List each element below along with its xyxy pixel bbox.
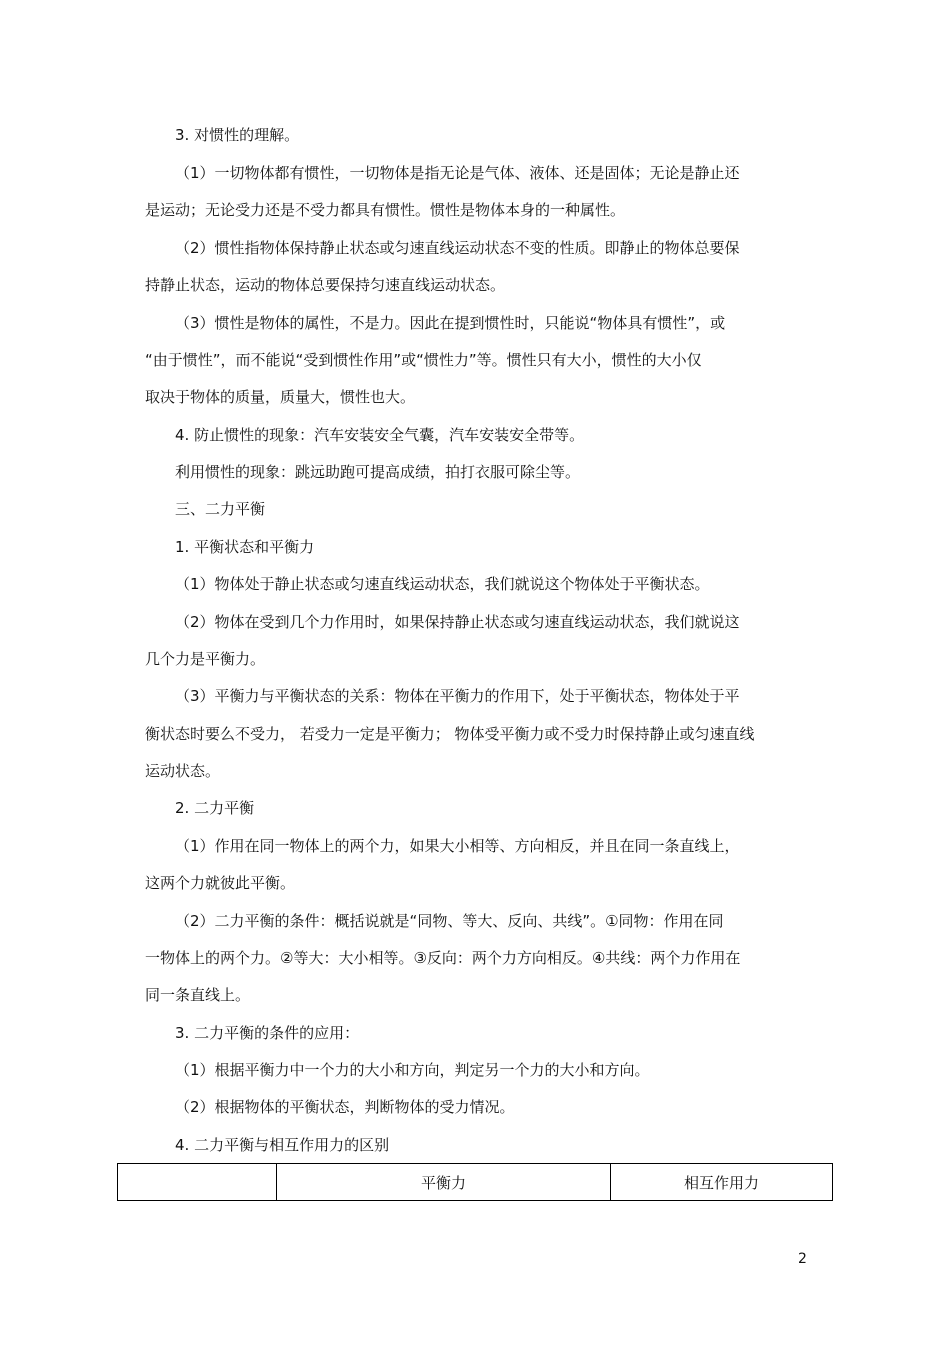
paragraph-line: 衡状态时要么不受力， 若受力一定是平衡力； 物体受平衡力或不受力时保持静止或匀速直线 bbox=[145, 725, 755, 743]
paragraph-line: 一物体上的两个力。②等大：大小相等。③反向：两个力方向相反。④共线：两个力作用在 bbox=[145, 949, 741, 967]
paragraph-line: 同一条直线上。 bbox=[145, 986, 251, 1004]
section-heading-balance: 三、二力平衡 bbox=[175, 500, 266, 518]
comparison-table bbox=[117, 1163, 833, 1201]
paragraph-line: （1）一切物体都有惯性，一切物体是指无论是气体、液体、还是固体；无论是静止还 bbox=[175, 164, 740, 182]
table-header-balanced-force: 平衡力 bbox=[277, 1164, 611, 1201]
paragraph-line: （3）惯性是物体的属性，不是力。因此在提到惯性时，只能说“物体具有惯性”，或 bbox=[175, 314, 726, 332]
paragraph-line: （3）平衡力与平衡状态的关系：物体在平衡力的作用下，处于平衡状态，物体处于平 bbox=[175, 687, 740, 705]
paragraph-line: （2）物体在受到几个力作用时，如果保持静止状态或匀速直线运动状态，我们就说这 bbox=[175, 613, 740, 631]
heading-prevent-inertia: 4. 防止惯性的现象：汽车安装安全气囊，汽车安装安全带等。 bbox=[175, 426, 585, 444]
paragraph-line: 取决于物体的质量，质量大，惯性也大。 bbox=[145, 388, 416, 406]
heading-inertia-understanding: 3. 对惯性的理解。 bbox=[175, 126, 300, 144]
subheading-difference: 4. 二力平衡与相互作用力的区别 bbox=[175, 1136, 390, 1154]
paragraph-line: （1）作用在同一物体上的两个力，如果大小相等、方向相反，并且在同一条直线上， bbox=[175, 837, 740, 855]
paragraph-line: （2）根据物体的平衡状态，判断物体的受力情况。 bbox=[175, 1098, 515, 1116]
table-header-interaction-force: 相互作用力 bbox=[611, 1164, 833, 1201]
paragraph-line: “由于惯性”，而不能说“受到惯性作用”或“惯性力”等。惯性只有大小，惯性的大小仅 bbox=[145, 351, 702, 369]
subheading-two-force-balance: 2. 二力平衡 bbox=[175, 799, 255, 817]
table-header-empty bbox=[118, 1164, 277, 1201]
page-number: 2 bbox=[798, 1251, 807, 1267]
paragraph-line: （2）惯性指物体保持静止状态或匀速直线运动状态不变的性质。即静止的物体总要保 bbox=[175, 239, 740, 257]
paragraph-line: 利用惯性的现象：跳远助跑可提高成绩，拍打衣服可除尘等。 bbox=[175, 463, 581, 481]
paragraph-line: 是运动；无论受力还是不受力都具有惯性。惯性是物体本身的一种属性。 bbox=[145, 201, 626, 219]
paragraph-line: 这两个力就彼此平衡。 bbox=[145, 874, 296, 892]
subheading-balance-state: 1. 平衡状态和平衡力 bbox=[175, 538, 315, 556]
paragraph-line: （2）二力平衡的条件：概括说就是“同物、等大、反向、共线”。①同物：作用在同 bbox=[175, 912, 724, 930]
paragraph-line: 运动状态。 bbox=[145, 762, 221, 780]
table-header-row bbox=[118, 1164, 833, 1201]
subheading-application: 3. 二力平衡的条件的应用： bbox=[175, 1024, 360, 1042]
paragraph-line: （1）物体处于静止状态或匀速直线运动状态，我们就说这个物体处于平衡状态。 bbox=[175, 575, 710, 593]
paragraph-line: （1）根据平衡力中一个力的大小和方向，判定另一个力的大小和方向。 bbox=[175, 1061, 650, 1079]
paragraph-line: 持静止状态，运动的物体总要保持匀速直线运动状态。 bbox=[145, 276, 506, 294]
paragraph-line: 几个力是平衡力。 bbox=[145, 650, 266, 668]
